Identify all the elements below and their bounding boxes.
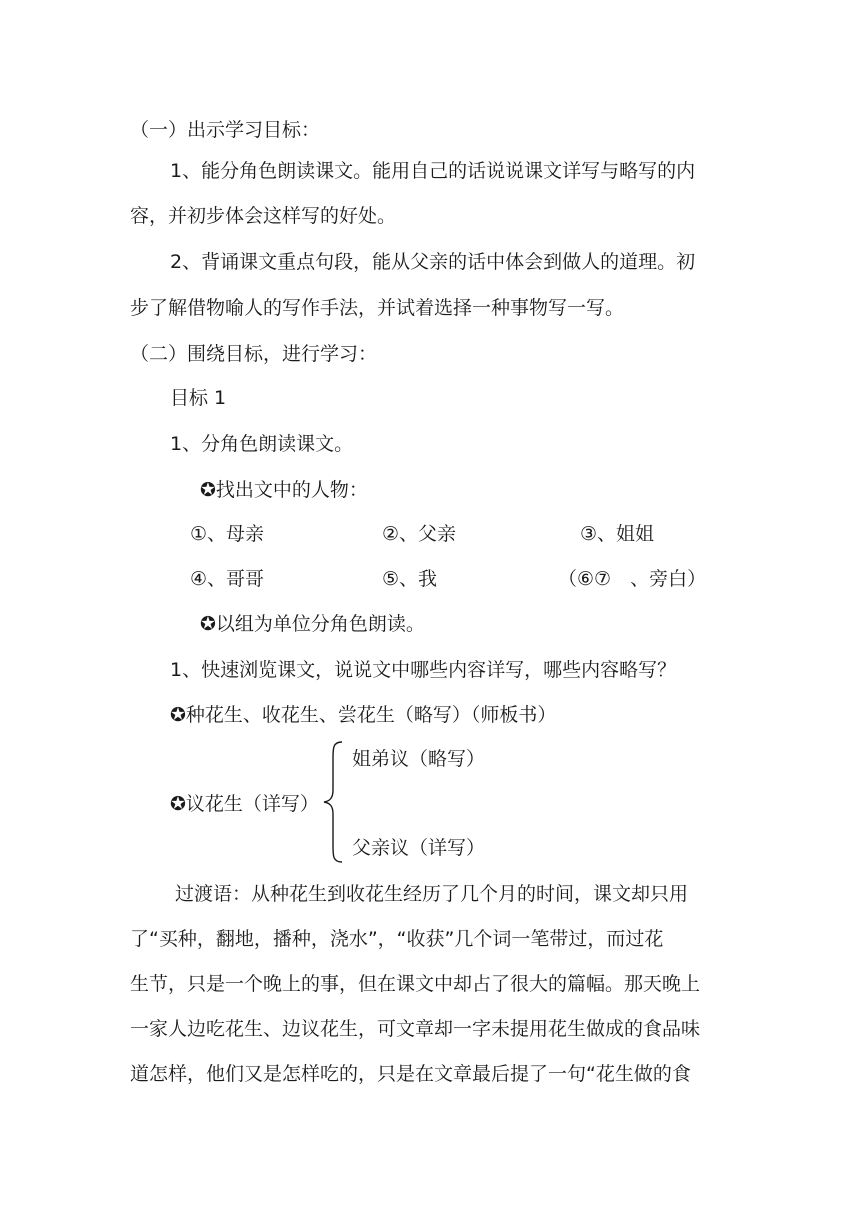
goal-2-line-1: 2、背诵课文重点句段，能从父亲的话中体会到做人的道理。初 (170, 251, 696, 273)
character-item: ②、父亲 (382, 523, 457, 545)
transition-line: 一家人边吃花生、边议花生，可文章却一字未提用花生做成的食品味 (130, 1018, 701, 1040)
curly-brace-icon (322, 740, 346, 864)
character-item: ④、哥哥 (190, 568, 265, 590)
transition-line: 过渡语：从种花生到收花生经历了几个月的时间，课文却只用 (175, 883, 689, 905)
character-item: ③、姐姐 (580, 523, 655, 545)
character-item: ⑤、我 (382, 568, 438, 590)
father-discussion: 父亲议（详写） (352, 837, 486, 859)
sibling-discussion: 姐弟议（略写） (352, 748, 486, 770)
target-1-label: 目标 1 (170, 387, 227, 409)
transition-line: 道怎样，他们又是怎样吃的，只是在文章最后提了一句“花生做的食 (130, 1063, 691, 1085)
character-item: ①、母亲 (190, 523, 265, 545)
goal-1-line-2: 容，并初步体会这样写的好处。 (130, 205, 397, 227)
discuss-peanut-label: ✪议花生（详写） (170, 793, 319, 815)
step-2-text: 1、快速浏览课文，说说文中哪些内容详写，哪些内容略写？ (170, 659, 677, 681)
brief-items-line: ✪种花生、收花生、尝花生（略写）（师板书） (170, 704, 557, 726)
find-characters-prompt: ✪找出文中的人物： (200, 479, 368, 501)
transition-line: 生节，只是一个晚上的事，但在课文中却占了很大的篇幅。那天晚上 (130, 973, 701, 995)
step-1-text: 1、分角色朗读课文。 (170, 433, 354, 455)
section-1-heading: （一）出示学习目标： (130, 119, 321, 141)
goal-1-line-1: 1、能分角色朗读课文。能用自己的话说说课文详写与略写的内 (170, 160, 696, 182)
transition-line: 了“买种，翻地，播种，浇水”，“收获”几个词一笔带过，而过花 (130, 928, 664, 950)
character-item: （⑥⑦ 、旁白） (558, 568, 707, 590)
section-2-heading: （二）围绕目标，进行学习： (130, 343, 378, 365)
group-reading-instruction: ✪以组为单位分角色朗读。 (200, 613, 425, 635)
goal-2-line-2: 步了解借物喻人的写作手法，并试着选择一种事物写一写。 (130, 297, 625, 319)
